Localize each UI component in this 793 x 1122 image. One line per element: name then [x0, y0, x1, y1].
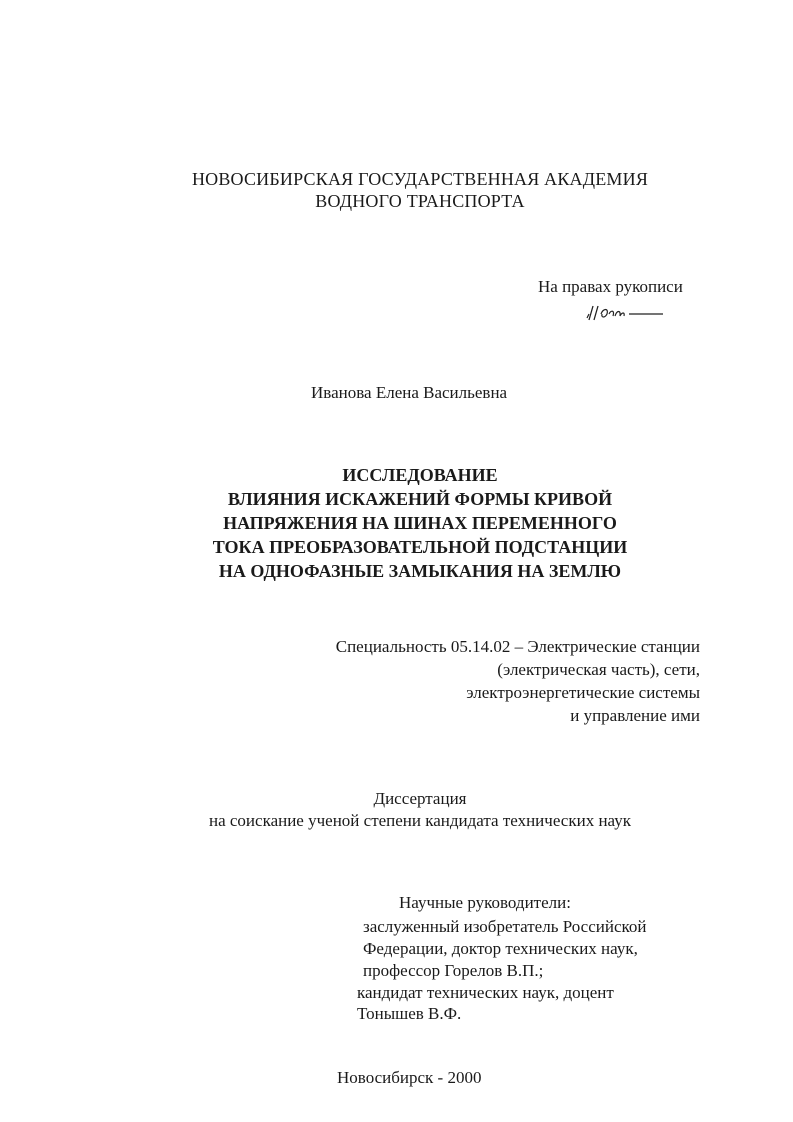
specialty-line-1: Специальность 05.14.02 – Электрические станции — [335, 637, 700, 656]
institution-line-2: ВОДНОГО ТРАНСПОРТА — [315, 191, 525, 211]
supervisors-heading: Научные руководители: — [399, 893, 571, 912]
specialty-line-4: и управление ими — [570, 706, 700, 725]
author-signature — [583, 300, 673, 324]
institution-line-1: НОВОСИБИРСКАЯ ГОСУДАРСТВЕННАЯ АКАДЕМИЯ — [191, 169, 649, 189]
dissertation-label: Диссертация — [373, 789, 467, 808]
supervisor-line-1: заслуженный изобретатель Российской — [363, 917, 647, 936]
author-name: Иванова Елена Васильевна — [311, 383, 508, 402]
title-line-5: НА ОДНОФАЗНЫЕ ЗАМЫКАНИЯ НА ЗЕМЛЮ — [218, 561, 622, 581]
title-line-4: ТОКА ПРЕОБРАЗОВАТЕЛЬНОЙ ПОДСТАНЦИИ — [212, 537, 628, 557]
supervisor-line-4: кандидат технических наук, доцент — [357, 983, 614, 1002]
dissertation-degree: на соискание ученой степени кандидата технических наук — [208, 811, 631, 830]
manuscript-note: На правах рукописи — [538, 277, 683, 296]
specialty-line-2: (электрическая часть), сети, — [497, 660, 700, 679]
title-line-3: НАПРЯЖЕНИЯ НА ШИНАХ ПЕРЕМЕННОГО — [223, 513, 617, 533]
place-and-year: Новосибирск - 2000 — [337, 1068, 482, 1087]
title-line-1: ИССЛЕДОВАНИЕ — [342, 465, 498, 485]
specialty-line-3: электроэнергетические системы — [466, 683, 700, 702]
supervisor-line-5: Тонышев В.Ф. — [357, 1004, 462, 1023]
supervisor-line-2: Федерации, доктор технических наук, — [363, 939, 638, 958]
title-line-2: ВЛИЯНИЯ ИСКАЖЕНИЙ ФОРМЫ КРИВОЙ — [227, 489, 613, 509]
supervisor-line-3: профессор Горелов В.П.; — [363, 961, 544, 980]
